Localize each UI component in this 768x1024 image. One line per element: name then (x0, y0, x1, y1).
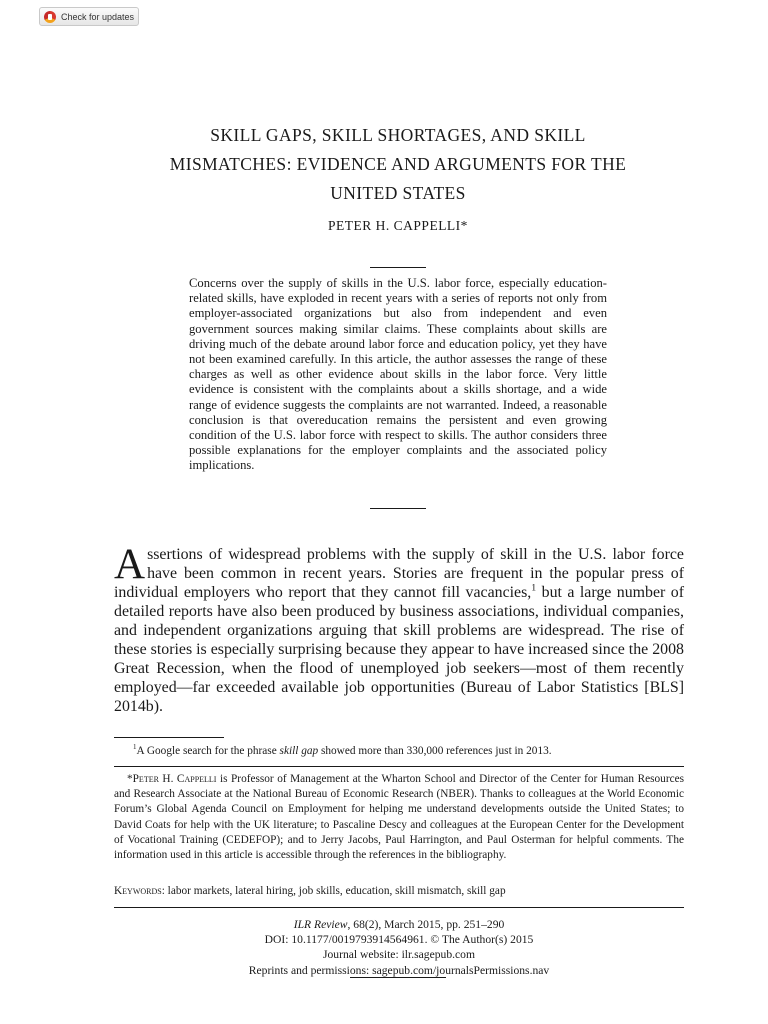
title-line-3: UNITED STATES (330, 183, 466, 203)
permissions[interactable]: Reprints and permissions: sagepub.com/journalsPermissions.nav (248, 963, 550, 977)
body-paragraph (114, 541, 684, 716)
journal-name: ILR Review (293, 918, 348, 931)
bottom-rule (350, 977, 446, 978)
article-title (100, 121, 696, 208)
crossmark-icon (44, 11, 56, 23)
doi: DOI: 10.1177/0019793914564961. © The Author(s) 2015 (264, 933, 534, 947)
publication-info (114, 917, 684, 978)
footnote-ref-1[interactable]: 1 (531, 582, 537, 594)
body-text-part-2: but a large number of detailed reports have also been produced by business associations, individual companies, and independent organizations arguing that skill problems are widespread. The rise of these stories is especially surprising because they appear to have increased since the 2008 Great Recession, when the flood of unemployed job seekers—most of them recently employed—far exceeded available job opportunities (Bureau of Labor Statistics [BLS] 2014b). (114, 584, 684, 715)
title-line-1: SKILL GAPS, SKILL SHORTAGES, AND SKILL (210, 125, 586, 145)
meta-rule (114, 907, 684, 908)
abstract-bottom-rule (370, 508, 426, 509)
author-note (114, 772, 684, 863)
footnote-1-italic: skill gap (279, 745, 319, 757)
drop-cap: A (114, 541, 146, 588)
journal-website[interactable]: Journal website: ilr.sagepub.com (323, 948, 475, 962)
author-note-text: is Professor of Management at the Wharton School and Director of the Center for Human Resources and Research Associate at the National Bureau of Economic Research (NBER). Thanks to colleagues at the World Economic Forum’s Global Agenda Council on Employment for helping me understand developments outside the United States; to David Coats for help with the UK literature; to Pascaline Descy and colleagues at the European Center for the Development of Vocational Training (CEDEFOP); and to Jerry Jacobs, Paul Harrington, and Paul Osterman for helpful comments. The information used in this article is accessible through the references in the bibliography. (114, 773, 684, 862)
citation-line (114, 917, 684, 932)
body-text-part-1: ssertions of widespread problems with the supply of skill in the U.S. labor force have been common in recent years. Stories are frequent in the popular press of individual employers who report that they cannot fill vacancies, (114, 546, 684, 601)
title-line-2: MISMATCHES: EVIDENCE AND ARGUMENTS FOR THE (169, 154, 627, 174)
keywords (114, 884, 684, 899)
check-for-updates-button[interactable] (39, 7, 139, 26)
footnote-separator (114, 737, 224, 738)
abstract-top-rule (370, 267, 426, 268)
keywords-text: labor markets, lateral hiring, job skills, education, skill mismatch, skill gap (164, 885, 506, 897)
footnote-1-text-end: showed more than 330,000 references just in 2013. (318, 745, 552, 757)
author-note-rule (114, 766, 684, 767)
footnote-1-text: A Google search for the phrase (136, 745, 280, 757)
author-note-name: *Peter H. Cappelli (127, 773, 217, 785)
check-for-updates-label: Check for updates (61, 11, 135, 22)
footnote-1 (114, 744, 684, 759)
author-name: PETER H. CAPPELLI* (328, 218, 468, 233)
citation: , 68(2), March 2015, pp. 251–290 (347, 918, 505, 931)
keywords-label: Keywords: (114, 885, 165, 897)
footnote-1-marker: 1 (133, 743, 137, 752)
abstract: Concerns over the supply of skills in the U.S. labor force, especially education-related skills, have exploded in recent years with a series of reports not only from employer-associated organizations but also from independent and even government sources making similar claims. These complaints about skills are driving much of the debate around labor force and education policy, yet they have not been examined carefully. In this article, the author assesses the range of these charges as well as other evidence about skills in the labor force. Very little evidence is consistent with the complaints about a skills shortage, and a wide range of evidence suggests the complaints are not warranted. Indeed, a reasonable conclusion is that overeducation remains the persistent and even growing condition of the U.S. labor force with respect to skills. The author considers three possible explanations for the employer complaints and the associated policy implications. (189, 276, 607, 473)
